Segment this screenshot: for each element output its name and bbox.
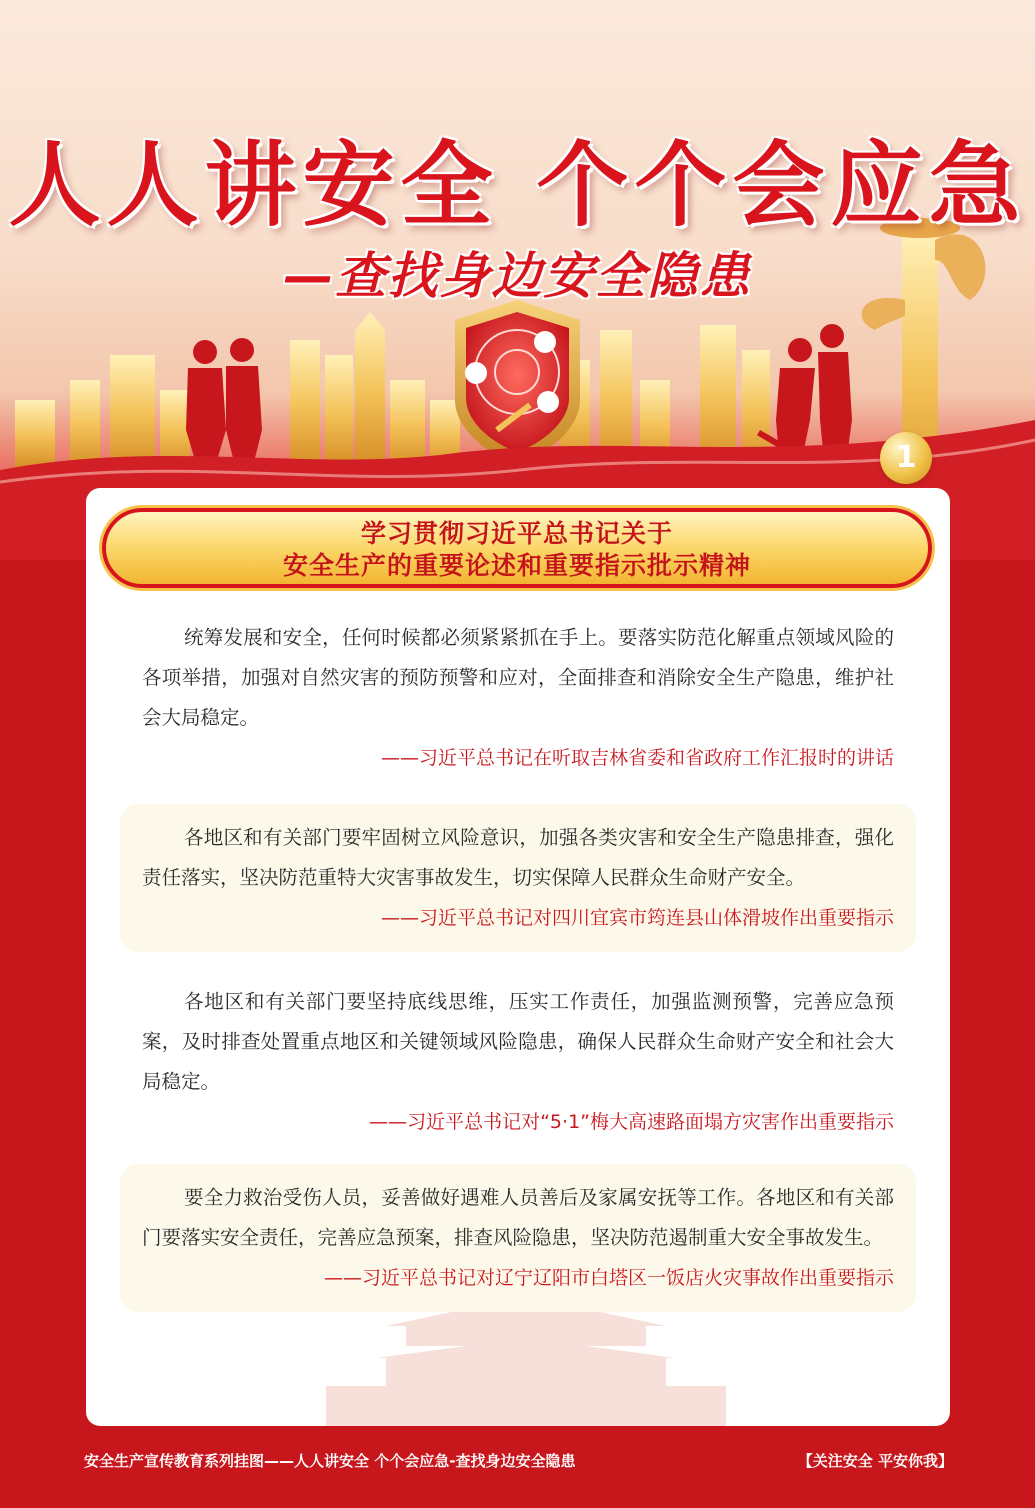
skyline-buildings — [15, 312, 770, 470]
quote-text: 各地区和有关部门要坚持底线思维，压实工作责任，加强监测预警，完善应急预案，及时排查处置重点地区和关键领域风险隐患，确保人民群众生命财产安全和社会大局稳定。 — [142, 990, 894, 1093]
quote-source: ——习近平总书记对四川宜宾市筠连县山体滑坡作出重要指示 — [380, 907, 894, 929]
quote-block-4 — [120, 1164, 916, 1312]
tiananmen-watermark-icon — [326, 1296, 726, 1426]
quote-block-2 — [120, 804, 916, 952]
banner-line-1: 学习贯彻习近平总书记关于 — [360, 519, 673, 548]
poster-title: 人人讲安全 个个会应急 — [8, 131, 1027, 239]
page-number-badge: 1 — [880, 432, 932, 484]
hero-header — [0, 0, 1035, 560]
quote-source: ——习近平总书记对辽宁辽阳市白塔区一饭店火灾事故作出重要指示 — [323, 1267, 894, 1289]
quote-source: ——习近平总书记对“5·1”梅大高速路面塌方灾害作出重要指示 — [369, 1111, 894, 1133]
banner-line-2: 安全生产的重要论述和重要指示批示精神 — [282, 551, 751, 580]
section-banner — [102, 508, 932, 588]
poster-subtitle: —查找身边安全隐患 — [283, 247, 752, 305]
quote-text: 统筹发展和安全，任何时候都必须紧紧抓在手上。要落实防范化解重点领域风险的各项举措，加强对自然灾害的预防预警和应对，全面排查和消除安全生产隐患，维护社会大局稳定。 — [142, 626, 894, 729]
quote-block-3 — [120, 982, 916, 1142]
footer-slogan: 【关注安全 平安你我】 — [797, 1452, 953, 1470]
footer-series-text: 安全生产宣传教育系列挂图——人人讲安全 个个会应急-查找身边安全隐患 — [84, 1452, 576, 1470]
quote-text: 各地区和有关部门要牢固树立风险意识，加强各类灾害和安全生产隐患排查，强化责任落实，坚决防范重特大灾害事故发生，切实保障人民群众生命财产安全。 — [142, 826, 894, 889]
quote-source: ——习近平总书记在听取吉林省委和省政府工作汇报时的讲话 — [380, 747, 894, 769]
quote-block-1 — [120, 618, 916, 778]
quote-text: 要全力救治受伤人员，妥善做好遇难人员善后及家属安抚等工作。各地区和有关部门要落实安全责任，完善应急预案，排查风险隐患，坚决防范遏制重大安全事故发生。 — [142, 1186, 894, 1249]
content-card — [86, 488, 950, 1426]
